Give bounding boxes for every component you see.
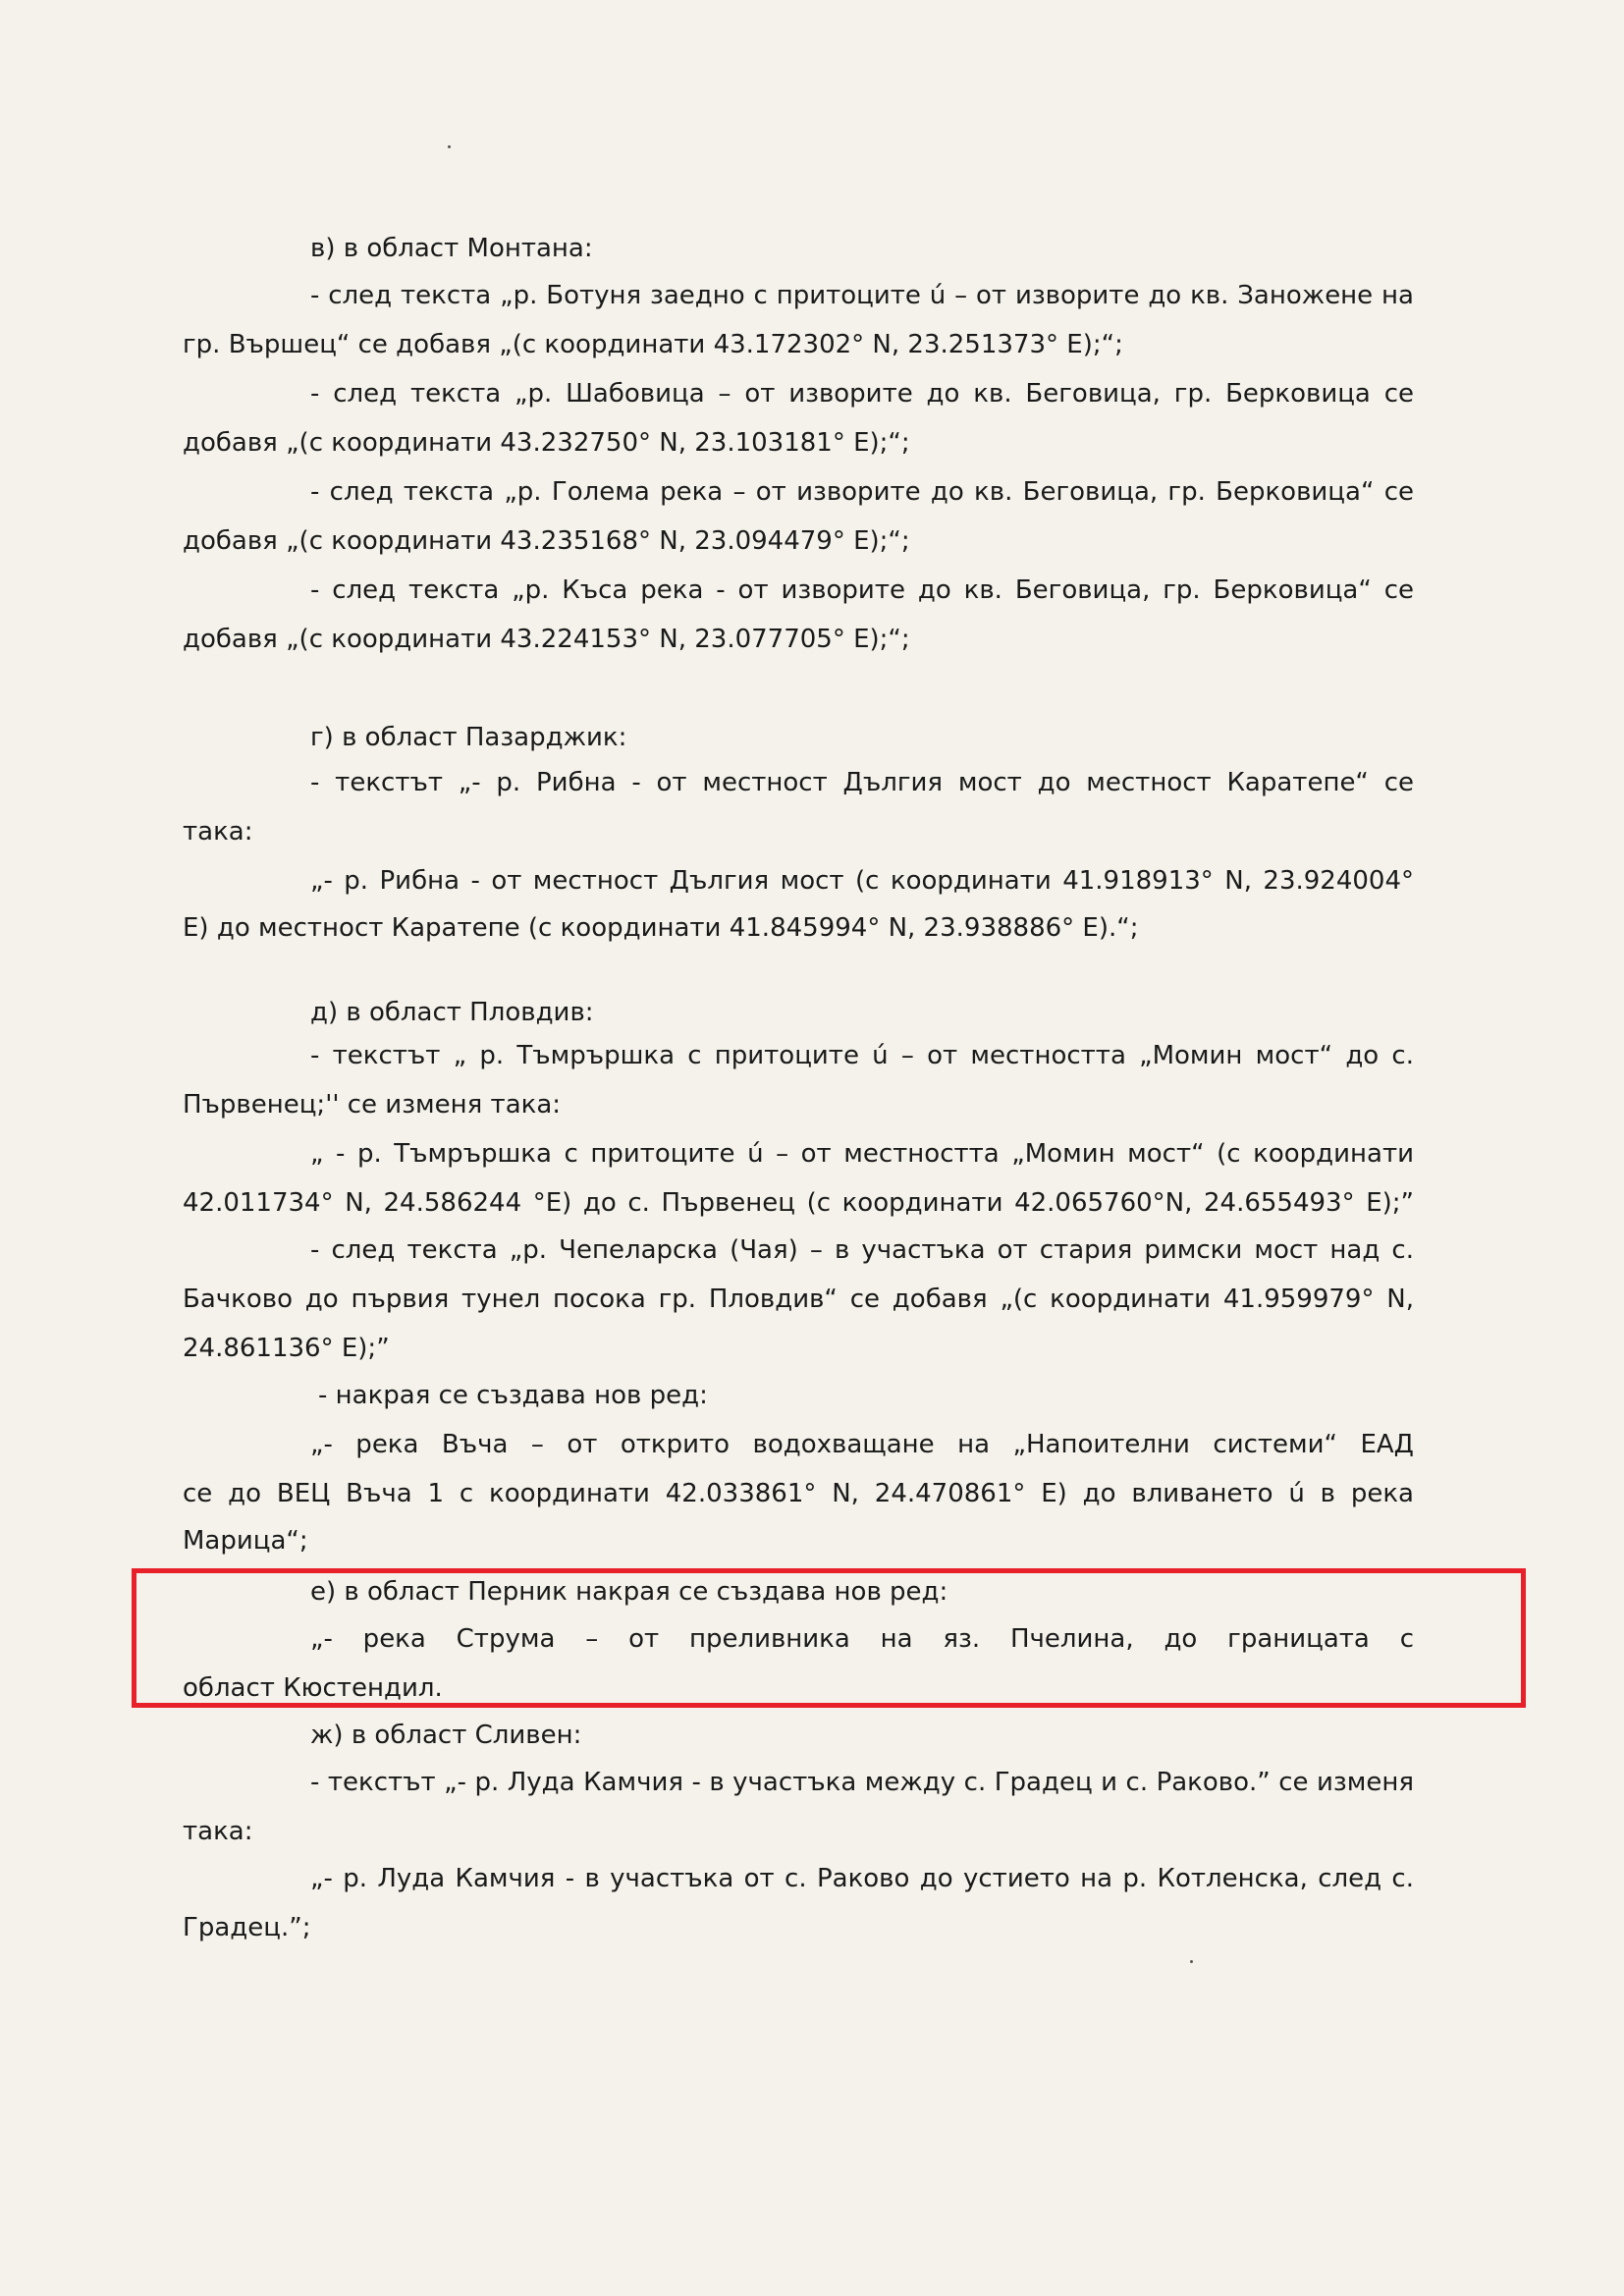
paragraph-line: - накрая се създава нов ред: [318,1381,708,1410]
paragraph-line: - след текста „р. Шабовица – от изворите до кв. Беговица, гр. Берковица се [310,379,1414,409]
paragraph-line: - след текста „р. Ботуня заедно с притоците ú – от изворите до кв. Заножене на [310,281,1414,310]
paragraph-line: „- река Въча – от открито водохващане на „Напоителни системи“ ЕАД [310,1430,1414,1459]
paragraph-line: 24.861136° E);” [183,1334,390,1363]
paragraph-line: 42.011734° N, 24.586244 °E) до с. Първенец (с координати 42.065760°N, 24.655493° E);” [183,1188,1414,1218]
paragraph-line: - след текста „р. Къса река - от изворите до кв. Беговица, гр. Берковица“ се [310,575,1414,605]
section-heading-plovdiv: д) в област Пловдив: [310,998,594,1027]
paragraph-line: Градец.”; [183,1913,311,1942]
paragraph-line: така: [183,817,253,847]
scan-speck [448,145,451,148]
paragraph-line: - текстът „ р. Тъмрършка с притоците ú – от местността „Момин мост“ до с. [310,1041,1414,1070]
paragraph-line: „- р. Луда Камчия - в участъка от с. Раково до устието на р. Котленска, след с. [310,1864,1414,1893]
paragraph-line: - след текста „р. Чепеларска (Чая) – в участъка от стария римски мост над с. [310,1235,1414,1265]
paragraph-line: добавя „(с координати 43.235168° N, 23.094479° E);“; [183,526,910,556]
section-heading-pazardzhik: г) в област Пазарджик: [310,723,627,752]
paragraph-line: Първенец;'' се изменя така: [183,1090,562,1120]
paragraph-line: „- река Струма – от преливника на яз. Пчелина, до границата с [310,1624,1414,1654]
paragraph-line: добавя „(с координати 43.232750° N, 23.103181° E);“; [183,428,910,458]
section-heading-montana: в) в област Монтана: [310,234,593,263]
paragraph-line: добавя „(с координати 43.224153° N, 23.077705° E);“; [183,625,910,654]
paragraph-line: Бачково до първия тунел посока гр. Пловдив“ се добавя „(с координати 41.959979° N, [183,1285,1414,1314]
paragraph-line: Марица“; [183,1526,308,1556]
paragraph-line: - след текста „р. Голема река – от изворите до кв. Беговица, гр. Берковица“ се [310,477,1414,507]
paragraph-line: област Кюстендил. [183,1673,443,1703]
paragraph-line: „- р. Рибна - от местност Дългия мост (с координати 41.918913° N, 23.924004° [310,866,1414,896]
section-heading-sliven: ж) в област Сливен: [310,1721,582,1750]
paragraph-line: така: [183,1817,253,1846]
highlight-box [132,1568,1526,1708]
paragraph-line: - текстът „- р. Рибна - от местност Дългия мост до местност Каратепе“ се [310,768,1414,797]
paragraph-line: се до ВЕЦ Въча 1 с координати 42.033861° N, 24.470861° E) до вливането ú в река [183,1479,1414,1508]
paragraph-line: E) до местност Каратепе (с координати 41.845994° N, 23.938886° E).“; [183,913,1139,943]
paragraph-line: гр. Вършец“ се добавя „(с координати 43.172302° N, 23.251373° E);“; [183,330,1123,359]
paragraph-line: - текстът „- р. Луда Камчия - в участъка между с. Градец и с. Раково.” се изменя [310,1768,1414,1797]
section-heading-pernik: е) в област Перник накрая се създава нов ред: [310,1577,948,1607]
paragraph-line: „ - р. Тъмрършка с притоците ú – от местността „Момин мост“ (с координати [310,1139,1414,1169]
scan-speck [1190,1960,1193,1963]
